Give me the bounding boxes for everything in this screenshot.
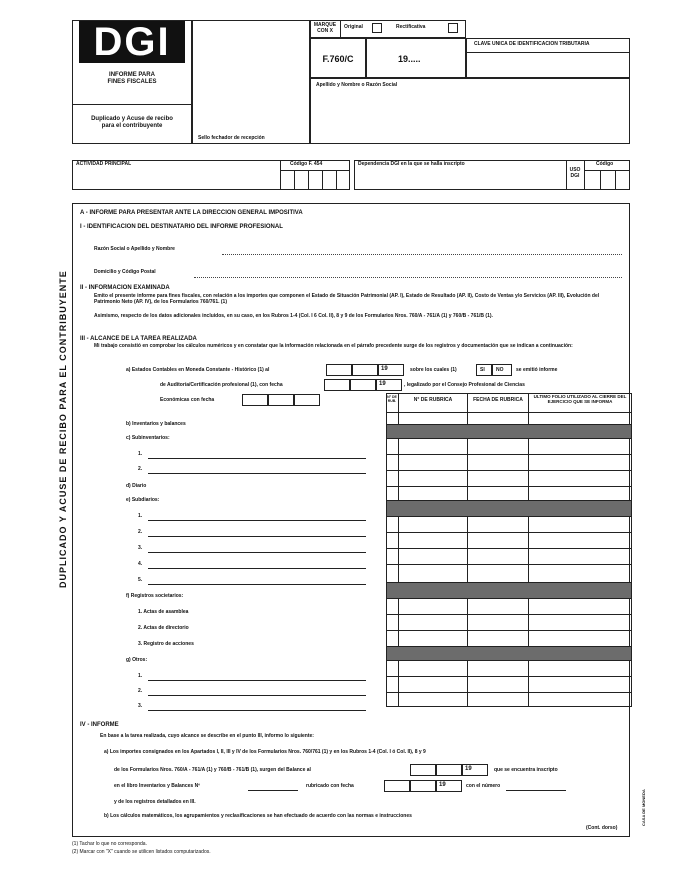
item-b-label: b) Inventarios y balances [126, 421, 186, 427]
item-c-1: 1. [138, 451, 143, 457]
section-iv-a4: y de los registros detallados en III. [114, 799, 196, 805]
section-iv-a2-end: que se encuentra inscripto [494, 767, 558, 773]
section-3-title: III - ALCANCE DE LA TAREA REALIZADA [80, 336, 197, 342]
numero-field[interactable] [506, 790, 566, 791]
item-a3-date-year[interactable] [294, 394, 320, 406]
item-e-label: e) Subdiarios: [126, 497, 160, 503]
domicilio-field[interactable] [194, 277, 622, 278]
original-label: Original [344, 24, 363, 30]
item-d-label: d) Diario [126, 483, 147, 489]
copy-label-line1: Duplicado y Acuse de recibo [91, 116, 173, 122]
rectificativa-checkbox[interactable] [448, 23, 458, 33]
item-a-year: 19 [381, 366, 388, 372]
si-checkbox[interactable] [476, 364, 492, 376]
section-iv-a3-mid: rubricado con fecha [306, 783, 354, 789]
item-g-1: 1. [138, 673, 143, 679]
item-a-line2: de Auditoría/Certificación profesional (1), con fecha [160, 382, 283, 388]
section-2-title: II - INFORMACION EXAMINADA [80, 285, 170, 291]
item-c-1-field[interactable] [148, 458, 366, 459]
item-g-label: g) Otros: [126, 657, 148, 663]
item-f-label: f) Registros societarios: [126, 593, 184, 599]
th-fecha: FECHA DE RUBRICA [473, 397, 523, 403]
iv-year: 19 [465, 766, 472, 772]
form-title-line1: INFORME PARA [109, 72, 155, 78]
iv3-year: 19 [439, 782, 446, 788]
shade-row-b [387, 424, 631, 438]
th-folio: ULTIMO FOLIO UTILIZADO AL CIERRE DEL EJERCICIO QUE SE INFORMA [533, 394, 627, 405]
iv-date-year[interactable] [462, 764, 488, 776]
item-a2-date-day[interactable] [324, 379, 350, 391]
iv-date-day[interactable] [410, 764, 436, 776]
original-checkbox[interactable] [372, 23, 382, 33]
section-iv-intro: En base a la tarea realizada, cuyo alcance se describe en el punto III, informo lo siguiente: [100, 733, 314, 739]
section-1-title: I - IDENTIFICACION DEL DESTINATARIO DEL INFORME PROFESIONAL [80, 224, 283, 230]
razon-label: Razón Social o Apellido y Nombre [94, 246, 175, 252]
item-e-5: 5. [138, 577, 143, 583]
year-prefix: 19 [398, 54, 409, 64]
dependency-label: Dependencia DGI en la que se halla inscripto [358, 161, 465, 167]
item-c-2-field[interactable] [148, 473, 366, 474]
shade-row-g [387, 646, 631, 660]
activity-label: ACTIVIDAD PRINCIPAL [76, 161, 132, 167]
item-c-label: c) Subinventarios: [126, 435, 170, 441]
item-a-date-day[interactable] [326, 364, 352, 376]
iv-date-month[interactable] [436, 764, 462, 776]
section-iv-a3-end: con el número [466, 783, 501, 789]
dgi-logo-text: DGI [93, 20, 171, 64]
rectificativa-label: Rectificativa [396, 24, 426, 30]
item-e-4-field[interactable] [148, 568, 366, 569]
form-number: F.760/C [322, 54, 354, 64]
item-a-line3: Económicas con fecha [160, 397, 215, 403]
item-e-3-field[interactable] [148, 552, 366, 553]
item-g-1-field[interactable] [148, 680, 366, 681]
section-iv-a2: de los Formularios Nros. 760/A - 761/A (1) y 760/B - 761/B (1), surgen del Balance al [114, 767, 311, 773]
copy-label-line2: para el contribuyente [101, 123, 163, 130]
item-a2-date-year[interactable] [376, 379, 402, 391]
item-a2-year: 19 [379, 381, 386, 387]
side-small-text: CASA DE MONEDA [641, 789, 646, 826]
item-e-5-field[interactable] [148, 584, 366, 585]
th-numero: N° DE RUBRICA [413, 397, 453, 403]
iv3-date-month[interactable] [410, 780, 436, 792]
item-e-2-field[interactable] [148, 536, 366, 537]
item-a-date-year[interactable] [378, 364, 404, 376]
item-e-3: 3. [138, 545, 143, 551]
item-f2-label: 2. Actas de directorio [138, 625, 189, 631]
form-title [72, 72, 192, 86]
si-label: SI [480, 367, 485, 373]
item-a-label: a) Estados Contables en Moneda Constante - Histórico (1) al [126, 367, 270, 373]
item-g-3-field[interactable] [148, 710, 366, 711]
item-e-1-field[interactable] [148, 520, 366, 521]
item-a-date-month[interactable] [352, 364, 378, 376]
razon-field[interactable] [222, 254, 622, 255]
stamp-box [192, 20, 310, 144]
section-iv-a1: a) Los importes consignados en los Apartados I, II, III y IV de los Formularios Nros. 760/761 (1) y en los Rubros 1-4 (Col. I ó Col. II), 8 y 9 [104, 749, 426, 755]
domicilio-label: Domicilio y Código Postal [94, 269, 156, 275]
item-e-1: 1. [138, 513, 143, 519]
stamp-label: Sello fechador de recepción [198, 135, 265, 141]
marque-label: MARQUE CON X [313, 22, 337, 34]
section-iv-b: b) Los cálculos matemáticos, los agrupamientos y reclasificaciones se han efectuado de acuerdo con las normas e instrucciones [104, 813, 412, 819]
iv3-date-year[interactable] [436, 780, 462, 792]
footnote-2: (2) Marcar con "X" cuando se utilicen listados computarizados. [72, 849, 211, 855]
year-field[interactable]: 19..... [398, 54, 421, 64]
iv3-date-day[interactable] [384, 780, 410, 792]
item-a3-date-month[interactable] [268, 394, 294, 406]
cuit-label: CLAVE UNICA DE IDENTIFICACION TRIBUTARIA [474, 41, 590, 47]
shade-row-d [387, 500, 631, 516]
uso-label: USO DGI [569, 167, 581, 179]
th-rub: N° DE RUB. [387, 395, 397, 403]
section-3-text: Mi trabajo consistió en comprobar los cálculos numéricos y en constatar que la información relacionada en el párrafo precedente surge de los registros y documentación que se indican a continuación: [94, 343, 573, 349]
item-a-emitio: se emitió informe [516, 367, 558, 373]
copy-label [72, 116, 192, 130]
item-g-2: 2. [138, 688, 143, 694]
item-c-2: 2. [138, 466, 143, 472]
section-iv-title: IV - INFORME [80, 722, 119, 728]
item-a-cuales: sobre los cuales (1) [410, 367, 457, 373]
libro-numero-field[interactable] [248, 790, 298, 791]
side-text: DUPLICADO Y ACUSE DE RECIBO PARA EL CONTRIBUYENTE [58, 270, 68, 588]
item-a2-date-month[interactable] [350, 379, 376, 391]
item-a3-date-day[interactable] [242, 394, 268, 406]
item-g-2-field[interactable] [148, 695, 366, 696]
name-label: Apellido y Nombre o Razón Social [316, 82, 398, 88]
item-g-3: 3. [138, 703, 143, 709]
item-a-legalizado: , legalizado por el Consejo Profesional de Ciencias [404, 382, 525, 388]
cont-dorso: (Cont. dorso) [586, 825, 618, 831]
item-f3-label: 3. Registro de acciones [138, 641, 194, 647]
no-checkbox[interactable] [492, 364, 512, 376]
item-f1-label: 1. Actas de asamblea [138, 609, 189, 615]
section-2-text2: Asimismo, respecto de los datos adicionales incluidos, en su caso, en los Rubros 1-4 (Col. I 6 Col. II), 8 y 9 de los Formularios Nros. 760/A - 761/A (1) y 760/B - 761/B (1). [94, 313, 493, 319]
section-2-text1: Emito el presente informe para fines fiscales, con relación a los importes que componen el Estado de Situación Patrimonial (AP. I), Estado de Resultado (AP. II), Costo de Ventas y/o Servicios (AP. III), Evolución del Patrimonio Neto (AP. IV), de los Formularios 760/761. (1) [94, 293, 600, 305]
code-label: Código F. 454 [290, 161, 323, 167]
form-title-line2: FINES FISCALES [107, 79, 157, 86]
item-e-4: 4. [138, 561, 143, 567]
no-label: NO [496, 367, 504, 373]
section-iv-a3: en el libro Inventarios y Balances Nº [114, 783, 201, 789]
codigo-label: Código [596, 161, 614, 167]
section-a-title: A - INFORME PARA PRESENTAR ANTE LA DIRECCION GENERAL IMPOSITIVA [80, 210, 303, 216]
footnote-1: (1) Tachar lo que no corresponda. [72, 841, 147, 847]
dgi-logo [79, 21, 185, 63]
shade-row-f [387, 582, 631, 598]
item-e-2: 2. [138, 529, 143, 535]
